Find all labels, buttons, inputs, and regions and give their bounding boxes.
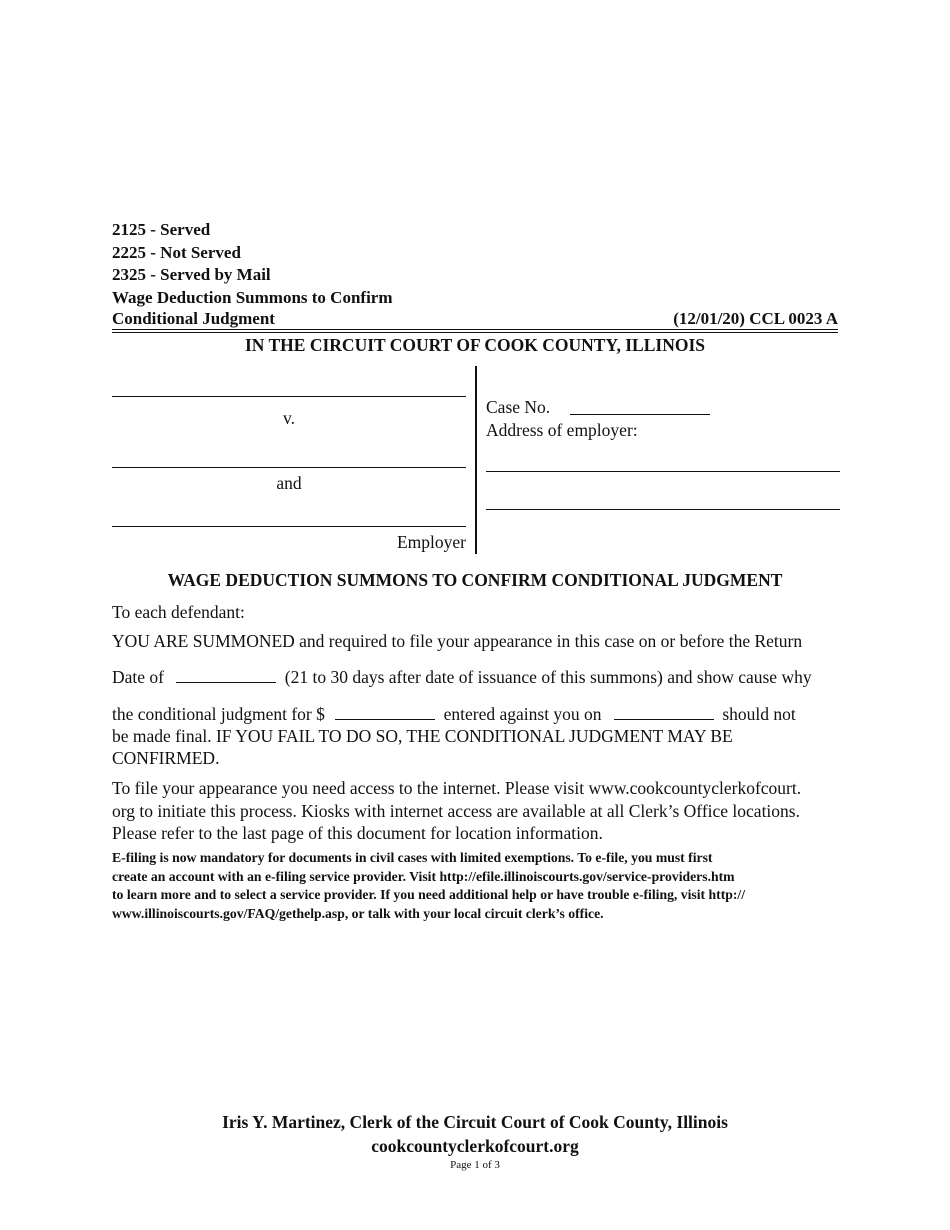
code-served: 2125 - Served [112, 220, 211, 239]
employer-label: Employer [396, 532, 466, 552]
summons-line-2 [112, 666, 842, 689]
employer-address-line-2 [486, 509, 840, 510]
efiling-line: to learn more and to select a service provider. If you need additional help or have trouble e-filing, visit http:// [112, 887, 746, 903]
return-date-explanation: (21 to 30 days after date of issuance of this summons) and show cause why [284, 667, 812, 687]
plaintiff-line [112, 396, 466, 397]
internet-line: Please refer to the last page of this document for location information. [112, 823, 603, 843]
employer-line [112, 526, 466, 527]
entered-label: entered against you on [443, 704, 602, 724]
efiling-line: create an account with an e-filing service provider. Visit http://efile.illinoiscourts.gov/service-providers.htm [112, 868, 735, 884]
should-not-label: should not [722, 704, 796, 724]
defendant-line [112, 467, 466, 468]
employer-address-line-1 [486, 471, 840, 472]
clerk-name: Iris Y. Martinez, Clerk of the Circuit Court of Cook County, Illinois [222, 1112, 728, 1132]
efiling-notice [112, 849, 842, 924]
case-number-field [570, 414, 710, 415]
caption-divider [475, 366, 477, 554]
return-date-label: Date of [112, 667, 164, 687]
summons-line-1: YOU ARE SUMMONED and required to file your appearance in this case on or before the Return [112, 631, 803, 651]
form-number: (12/01/20) CCL 0023 A [673, 309, 838, 328]
page-number: Page 1 of 3 [450, 1159, 500, 1171]
employer-address-label: Address of employer: [486, 420, 638, 440]
summons-line-3 [112, 703, 842, 726]
form-id-line [112, 309, 838, 331]
efiling-line: E-filing is now mandatory for documents in civil cases with limited exemptions. To e-file, you must first [112, 850, 713, 865]
form-codes [112, 219, 393, 309]
header-rule-top [112, 329, 838, 330]
case-number-label: Case No. [486, 397, 551, 417]
internet-line: To file your appearance you need access to the internet. Please visit www.cookcountyclerkofcourt. [112, 778, 802, 798]
judgment-amount-label: the conditional judgment for $ [112, 704, 325, 724]
internet-line: org to initiate this process. Kiosks with internet access are available at all Clerk’s Office locations. [112, 800, 800, 821]
efiling-line: www.illinoiscourts.gov/FAQ/gethelp.asp, or talk with your local circuit clerk’s office. [112, 906, 604, 922]
return-date-blank [176, 668, 276, 683]
document-title: WAGE DEDUCTION SUMMONS TO CONFIRM CONDITIONAL JUDGMENT [167, 570, 783, 590]
greeting: To each defendant: [112, 602, 245, 622]
internet-paragraph [112, 777, 842, 845]
summons-line-4: be made final. IF YOU FAIL TO DO SO, THE CONDITIONAL JUDGMENT MAY BE [112, 726, 733, 746]
court-title: IN THE CIRCUIT COURT OF COOK COUNTY, ILLINOIS [245, 335, 705, 355]
clerk-website: cookcountyclerkofcourt.org [371, 1136, 579, 1156]
form-title-continued: Conditional Judgment [112, 309, 275, 328]
code-not-served: 2225 - Not Served [112, 242, 241, 262]
header-rule-bottom [112, 332, 838, 333]
judgment-amount-blank [335, 705, 435, 720]
versus-label: v. [283, 408, 295, 428]
summons-line-5: CONFIRMED. [112, 748, 220, 768]
judgment-date-blank [614, 705, 714, 720]
and-label: and [276, 473, 302, 493]
form-title-line: Wage Deduction Summons to Confirm [112, 287, 393, 307]
code-served-by-mail: 2325 - Served by Mail [112, 265, 271, 284]
